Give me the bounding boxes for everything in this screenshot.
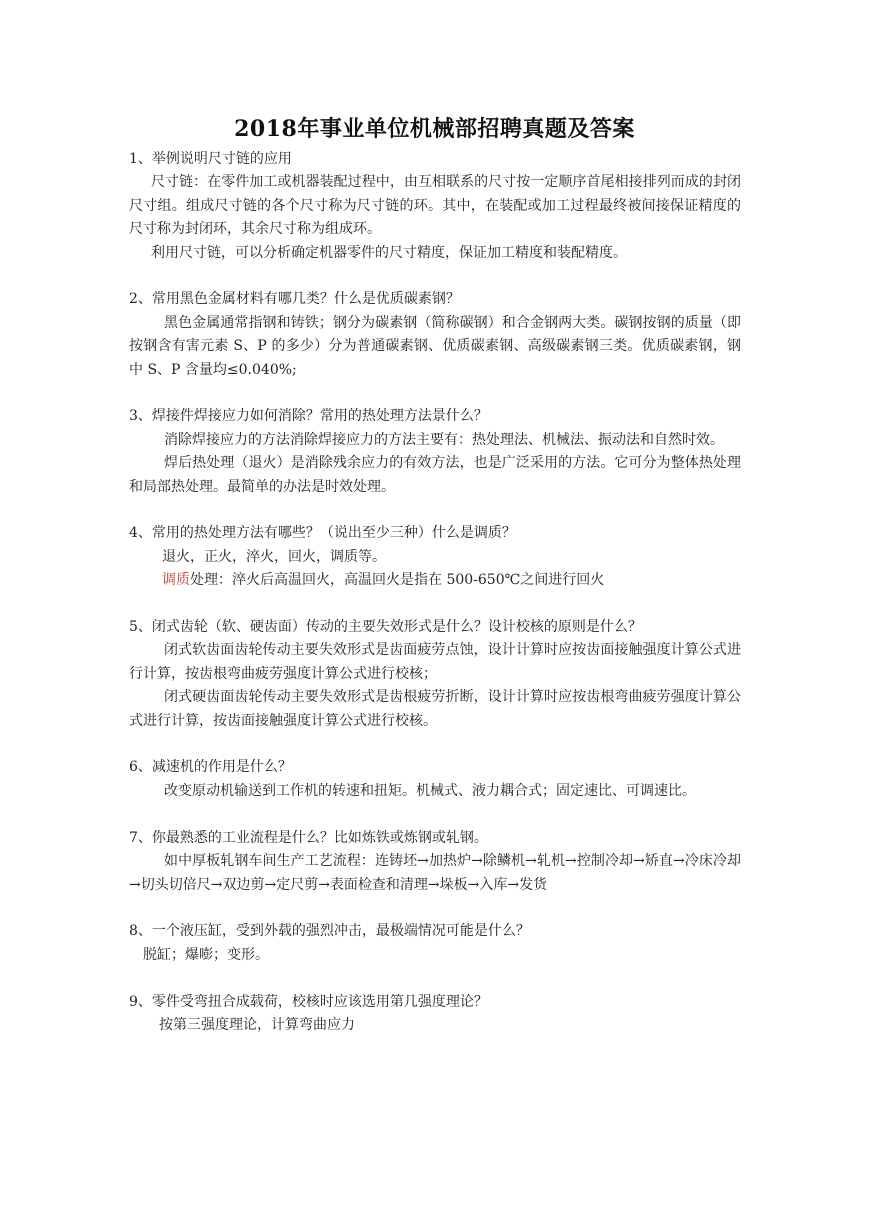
answer-9-paragraph-1: 按第三强度理论，计算弯曲应力 xyxy=(159,1016,355,1033)
answer-1-paragraph-2: 利用尺寸链，可以分析确定机器零件的尺寸精度，保证加工精度和装配精度。 xyxy=(151,244,627,261)
question-1 xyxy=(129,148,741,265)
question-2-text: 2、常用黑色金属材料有哪几类？什么是优质碳素钢？ xyxy=(129,291,460,308)
answer-5-paragraph-1: 闭式软齿面齿轮传动主要失效形式是齿面疲劳点蚀，设计计算时应按齿面接触强度计算公式进行计算，按齿根弯曲疲劳强度计算公式进行校核； xyxy=(129,642,741,682)
page-title: 2018年事业单位机械部招聘真题及答案 xyxy=(234,116,635,142)
answer-1-paragraph-1: 尺寸链：在零件加工或机器装配过程中，由互相联系的尺寸按一定顺序首尾相接排列而成的封闭尺寸组。组成尺寸链的各个尺寸称为尺寸链的环。其中，在装配或加工过程最终被间接保证精度的尺寸称为封闭环，其余尺寸称为组成环。 xyxy=(129,174,741,238)
question-8 xyxy=(129,920,741,967)
answer-8-paragraph-1: 脱缸；爆嘭；变形。 xyxy=(143,946,269,963)
question-1-text: 1、举例说明尺寸链的应用 xyxy=(129,151,292,167)
question-4 xyxy=(129,522,741,592)
answer-3-paragraph-1: 消除焊接应力的方法消除焊接应力的方法主要有：热处理法、机械法、振动法和自然时效。 xyxy=(164,431,724,448)
answer-2-paragraph-1: 黑色金属通常指钢和铸铁；钢分为碳素钢（简称碳钢）和合金钢两大类。碳钢按钢的质量（即按钢含有害元素 S、P 的多少）分为普通碳素钢、优质碳素钢、高级碳素钢三类。优质碳素钢，钢中 S、P 含量均≤0.040%; xyxy=(129,314,741,378)
answer-4-paragraph-2-rest: 处理：淬火后高温回火，高温回火是指在 500-650℃之间进行回火 xyxy=(190,572,605,589)
answer-4-paragraph-1: 退火，正火，淬火，回火，调质等。 xyxy=(162,548,386,565)
question-6-text: 6、减速机的作用是什么？ xyxy=(129,759,292,776)
answer-6-paragraph-1: 改变原动机输送到工作机的转速和扭矩。机械式、液力耦合式；固定速比、可调速比。 xyxy=(164,782,696,799)
question-5 xyxy=(129,616,741,733)
question-3 xyxy=(129,405,741,499)
highlighted-term: 调质 xyxy=(162,572,190,589)
question-4-text: 4、常用的热处理方法有哪些？（说出至少三种）什么是调质？ xyxy=(129,525,516,542)
question-7-text: 7、你最熟悉的工业流程是什么？比如炼铁或炼钢或轧钢。 xyxy=(129,829,488,846)
answer-5-paragraph-2: 闭式硬齿面齿轮传动主要失效形式是齿根疲劳折断，设计计算时应按齿根弯曲疲劳强度计算公式进行计算，按齿面接触强度计算公式进行校核。 xyxy=(129,689,741,729)
document-body xyxy=(129,148,741,1037)
answer-7-paragraph-1: 如中厚板轧钢车间生产工艺流程：连铸坯→加热炉→除鳞机→轧机→控制冷却→矫直→冷床冷却→切头切倍尺→双边剪→定尺剪→表面检查和清理→垛板→入库→发货 xyxy=(129,853,741,893)
question-3-text: 3、焊接件焊接应力如何消除？常用的热处理方法景什么？ xyxy=(129,408,488,425)
question-6 xyxy=(129,756,741,803)
question-2 xyxy=(129,288,741,382)
question-7 xyxy=(129,827,741,897)
question-5-text: 5、闭式齿轮（软、硬齿面）传动的主要失效形式是什么？设计校核的原则是什么？ xyxy=(129,619,642,636)
answer-4-paragraph-2 xyxy=(129,569,741,592)
question-9-text: 9、零件受弯扭合成载荷，校核时应该选用第几强度理论？ xyxy=(129,993,488,1010)
question-8-text: 8、一个液压缸，受到外载的强烈冲击，最极端情况可能是什么？ xyxy=(129,923,530,940)
answer-3-paragraph-2: 焊后热处理（退火）是消除残余应力的有效方法，也是广泛采用的方法。它可分为整体热处理和局部热处理。最简单的办法是时效处理。 xyxy=(129,455,741,495)
question-9 xyxy=(129,991,741,1038)
